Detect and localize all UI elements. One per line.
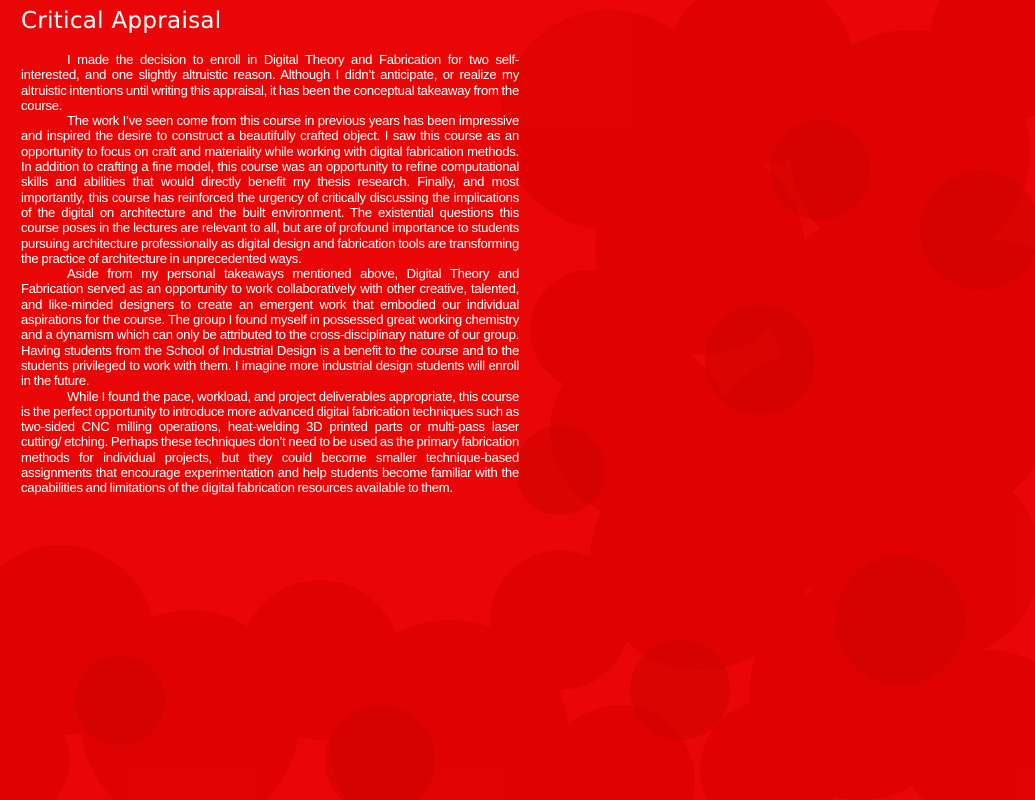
paragraph-1: I made the decision to enroll in Digital Theory and Fabrication for two self-interested, and one slightly altruistic reason. Although I didn’t anticipate, or realize my altruistic intentions until writing this appraisal, it has been the conceptual takeaway from the course. [21,52,519,113]
appraisal-body [21,52,519,496]
paragraph-3: Aside from my personal takeaways mentioned above, Digital Theory and Fabrication served as an opportunity to work collaboratively with other creative, talented, and like-minded designers to create an emergent work that embodied our individual aspirations for the course. The group I found myself in possessed great working chemistry and a dynamism which can only be attributed to the cross-disciplinary nature of our group. Having students from the School of Industrial Design is a benefit to the course and to the students privileged to work with them. I imagine more industrial design students will enroll in the future. [21,266,519,389]
page-title: Critical Appraisal [21,8,222,34]
paragraph-4: While I found the pace, workload, and project deliverables appropriate, this course is the perfect opportunity to introduce more advanced digital fabrication techniques such as two-sided CNC milling operations, heat-welding 3D printed parts or multi-pass laser cutting/ etching. Perhaps these techniques don’t need to be used as the primary fabrication methods for individual projects, but they could become smaller technique-based assignments that encourage experimentation and help students become familiar with the capabilities and limitations of the digital fabrication resources available to them. [21,388,519,496]
paragraph-2: The work I’ve seen come from this course in previous years has been impressive and inspired the desire to construct a beautifully crafted object. I saw this course as an opportunity to focus on craft and materiality while working with digital fabrication methods. In addition to crafting a fine model, this course was an opportunity to refine computational skills and abilities that would directly benefit my thesis research. Finally, and most importantly, this course has reinforced the urgency of critically discussing the implications of the digital on architecture and the built environment. The existential questions this course poses in the lectures are relevant to all, but are of profound importance to students pursuing architecture professionally as digital design and fabrication tools are transforming the practice of architecture in unprecedented ways. [21,113,519,266]
